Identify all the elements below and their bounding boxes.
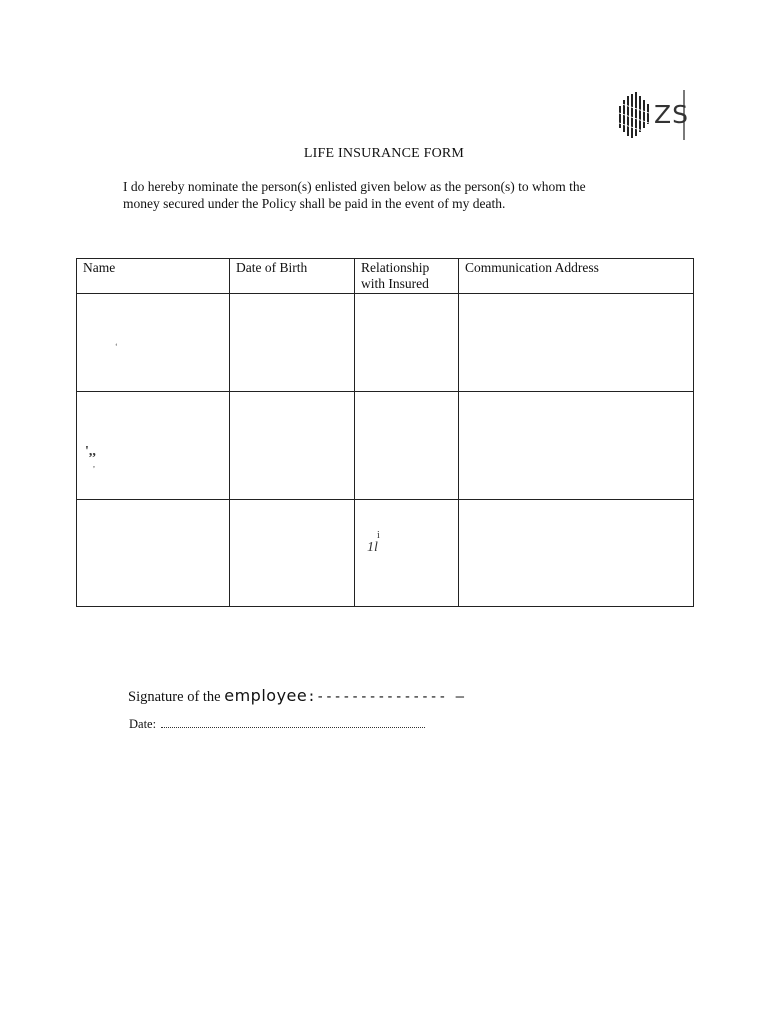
stray-mark: ‘	[115, 342, 118, 351]
stray-mark: i	[377, 530, 380, 541]
table-row	[77, 392, 694, 500]
form-title: LIFE INSURANCE FORM	[303, 146, 465, 161]
table-header-row	[77, 259, 694, 294]
header-name: Name	[77, 259, 230, 294]
date-field[interactable]	[161, 726, 425, 728]
date-line	[129, 717, 425, 732]
header-relationship-line2: with Insured	[361, 276, 429, 291]
cell-name[interactable]	[77, 500, 230, 607]
logo-text: ZS	[654, 100, 689, 129]
signature-label: Signature of the	[128, 689, 221, 705]
stray-mark: ,	[93, 460, 95, 469]
intro-paragraph	[123, 178, 643, 212]
header-relationship-line1: Relationship	[361, 260, 430, 275]
cell-relationship[interactable]	[355, 294, 459, 392]
stray-mark: 1l	[367, 540, 378, 555]
intro-line-2: money secured under the Policy shall be paid in the event of my death.	[123, 196, 506, 211]
cell-relationship[interactable]	[355, 392, 459, 500]
signature-line	[128, 686, 464, 706]
cell-address[interactable]	[459, 500, 694, 607]
cell-date-of-birth[interactable]	[230, 294, 355, 392]
cell-address[interactable]	[459, 294, 694, 392]
signature-dashes[interactable]: :--------------- –	[307, 689, 465, 705]
cell-date-of-birth[interactable]	[230, 500, 355, 607]
header-relationship	[355, 259, 459, 294]
date-label: Date:	[129, 717, 157, 731]
nominee-table	[76, 258, 694, 607]
cell-address[interactable]	[459, 392, 694, 500]
cell-name[interactable]	[77, 392, 230, 500]
header-communication-address: Communication Address	[459, 259, 694, 294]
cell-date-of-birth[interactable]	[230, 392, 355, 500]
stray-mark: ',,	[85, 444, 96, 459]
header-date-of-birth: Date of Birth	[230, 259, 355, 294]
cell-relationship[interactable]	[355, 500, 459, 607]
intro-line-1: I do hereby nominate the person(s) enlisted given below as the person(s) to whom the	[123, 179, 586, 194]
table-row	[77, 500, 694, 607]
cell-name[interactable]	[77, 294, 230, 392]
table-row	[77, 294, 694, 392]
signature-employee-word: employee	[224, 686, 308, 705]
